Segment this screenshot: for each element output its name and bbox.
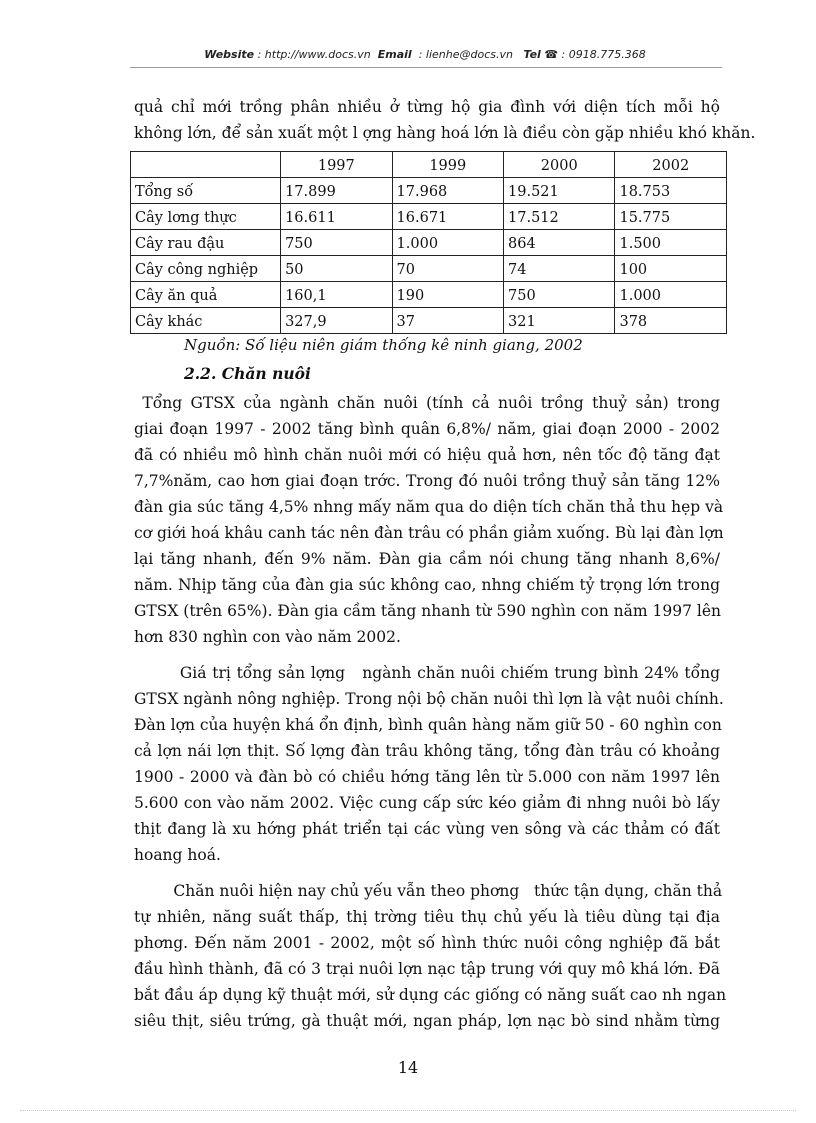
email-label: Email bbox=[377, 48, 412, 61]
text-line: siêu thịt, siêu trứng, gà thuật mới, ngan pháp, lợn nạc bò sind nhằm từng bbox=[134, 1012, 720, 1030]
table-header-cell: 2002 bbox=[615, 152, 727, 178]
table-cell: 16.611 bbox=[281, 204, 392, 230]
table-cell: 100 bbox=[615, 256, 727, 282]
section-heading: 2.2. Chăn nuôi bbox=[184, 364, 311, 383]
text-line: tự nhiên, năng suất thấp, thị trờng tiêu thụ chủ yếu là tiêu dùng tại địa bbox=[134, 908, 720, 926]
text-line: phơng. Đến năm 2001 - 2002, một số hình thức nuôi công nghiệp đã bắt bbox=[134, 934, 720, 952]
table-header-cell: 1997 bbox=[281, 152, 392, 178]
table-row bbox=[131, 178, 727, 204]
text-line: Chăn nuôi hiện nay chủ yếu vẫn theo phơng thức tận dụng, chăn thả bbox=[134, 882, 723, 900]
text-line: cơ giới hoá khâu canh tác nên đàn trâu có phần giảm xuống. Bù lại đàn lợn bbox=[134, 524, 724, 542]
table-cell: 17.899 bbox=[281, 178, 392, 204]
text-line: đàn gia súc tăng 4,5% nhng mấy năm qua do diện tích chăn thả thu hẹp và bbox=[134, 498, 724, 516]
table-row bbox=[131, 230, 727, 256]
text-line: giai đoạn 1997 - 2002 tăng bình quân 6,8%/ năm, giai đoạn 2000 - 2002 bbox=[134, 420, 720, 438]
text-line: đầu hình thành, đã có 3 trại nuôi lợn nạc tập trung với quy mô khá lớn. Đã bbox=[134, 960, 720, 978]
table-row bbox=[131, 308, 727, 334]
table-cell: Cây lơng thực bbox=[131, 204, 281, 230]
text-line: bắt đầu áp dụng kỹ thuật mới, sử dụng các giống có năng suất cao nh ngan bbox=[134, 986, 727, 1004]
footer-rule bbox=[20, 1110, 796, 1111]
table-header-cell: 1999 bbox=[392, 152, 503, 178]
table-cell: 160,1 bbox=[281, 282, 392, 308]
email-value: : lienhe@docs.vn bbox=[418, 48, 513, 61]
text-line: GTSX ngành nông nghiệp. Trong nội bộ chăn nuôi thì lợn là vật nuôi chính. bbox=[134, 690, 724, 708]
table-cell: 750 bbox=[504, 282, 615, 308]
table-cell: 17.512 bbox=[504, 204, 615, 230]
text-line: 1900 - 2000 và đàn bò có chiều hớng tăng lên từ 5.000 con năm 1997 lên bbox=[134, 768, 720, 786]
table-cell: 864 bbox=[504, 230, 615, 256]
table-row bbox=[131, 256, 727, 282]
crop-area-table bbox=[130, 151, 727, 334]
page-header bbox=[130, 48, 720, 61]
table-source-note: Nguồn: Số liệu niên giám thống kê ninh giang, 2002 bbox=[184, 336, 583, 354]
table-cell: Cây rau đậu bbox=[131, 230, 281, 256]
text-line: lại tăng nhanh, đến 9% năm. Đàn gia cầm nói chung tăng nhanh 8,6%/ bbox=[134, 550, 720, 568]
website-label: Website bbox=[204, 48, 255, 61]
phone-icon: ☎ bbox=[544, 48, 559, 61]
table-cell: 74 bbox=[504, 256, 615, 282]
table-cell: 50 bbox=[281, 256, 392, 282]
table-cell: 321 bbox=[504, 308, 615, 334]
text-line: GTSX (trên 65%). Đàn gia cầm tăng nhanh từ 590 nghìn con năm 1997 lên bbox=[134, 602, 721, 620]
text-line: hoang hoá. bbox=[134, 846, 221, 864]
table-cell: 190 bbox=[392, 282, 503, 308]
tel-value: : 0918.775.368 bbox=[561, 48, 646, 61]
text-line: Tổng GTSX của ngành chăn nuôi (tính cả nuôi trồng thuỷ sản) trong bbox=[134, 394, 720, 412]
table-cell: 37 bbox=[392, 308, 503, 334]
intro-paragraph bbox=[134, 94, 756, 146]
text-line: năm. Nhịp tăng của đàn gia súc không cao, nhng chiếm tỷ trọng lớn trong bbox=[134, 576, 720, 594]
table-cell: 17.968 bbox=[392, 178, 503, 204]
text-line: đã có nhiều mô hình chăn nuôi mới có hiệu quả hơn, nên tốc độ tăng đạt bbox=[134, 446, 720, 464]
table-cell: 19.521 bbox=[504, 178, 615, 204]
table-header-cell bbox=[131, 152, 281, 178]
table-cell: 1.500 bbox=[615, 230, 727, 256]
table-cell: 750 bbox=[281, 230, 392, 256]
paragraph bbox=[134, 660, 724, 868]
table-header-row bbox=[131, 152, 727, 178]
table-cell: 1.000 bbox=[615, 282, 727, 308]
text-line: Giá trị tổng sản lợng ngành chăn nuôi chiếm trung bình 24% tổng bbox=[134, 664, 720, 682]
table-header-cell: 2000 bbox=[504, 152, 615, 178]
table-row bbox=[131, 282, 727, 308]
table-cell: 70 bbox=[392, 256, 503, 282]
text-line: 7,7%năm, cao hơn giai đoạn trớc. Trong đó nuôi trồng thuỷ sản tăng 12% bbox=[134, 472, 720, 490]
body-text bbox=[134, 390, 727, 1044]
page-number: 14 bbox=[397, 1058, 419, 1077]
text-line: 5.600 con vào năm 2002. Việc cung cấp sức kéo giảm đi nhng nuôi bò lấy bbox=[134, 794, 720, 812]
website-value: : http://www.docs.vn bbox=[257, 48, 371, 61]
table-cell: 18.753 bbox=[615, 178, 727, 204]
text-line: hơn 830 nghìn con vào năm 2002. bbox=[134, 628, 401, 646]
table-cell: Cây ăn quả bbox=[131, 282, 281, 308]
table-cell: 327,9 bbox=[281, 308, 392, 334]
text-line: thịt đang là xu hớng phát triển tại các vùng ven sông và các thảm có đất bbox=[134, 820, 720, 838]
table-cell: 15.775 bbox=[615, 204, 727, 230]
text-line: Đàn lợn của huyện khá ổn định, bình quân hàng năm giữ 50 - 60 nghìn con bbox=[134, 716, 722, 734]
table-row bbox=[131, 204, 727, 230]
intro-line: quả chỉ mới trồng phân nhiều ở từng hộ gia đình với diện tích mỗi hộ bbox=[134, 98, 720, 116]
paragraph bbox=[134, 878, 727, 1034]
table-cell: 378 bbox=[615, 308, 727, 334]
table-cell: 16.671 bbox=[392, 204, 503, 230]
paragraph bbox=[134, 390, 724, 650]
intro-line: không lớn, để sản xuất một l ợng hàng hoá lớn là điều còn gặp nhiều khó khăn. bbox=[134, 124, 756, 142]
text-line: cả lợn nái lợn thịt. Số lợng đàn trâu không tăng, tổng đàn trâu có khoảng bbox=[134, 742, 720, 760]
header-rule bbox=[130, 67, 722, 68]
tel-label: Tel bbox=[523, 48, 541, 61]
table-cell: 1.000 bbox=[392, 230, 503, 256]
table-cell: Cây công nghiệp bbox=[131, 256, 281, 282]
table-cell: Cây khác bbox=[131, 308, 281, 334]
table-cell: Tổng số bbox=[131, 178, 281, 204]
